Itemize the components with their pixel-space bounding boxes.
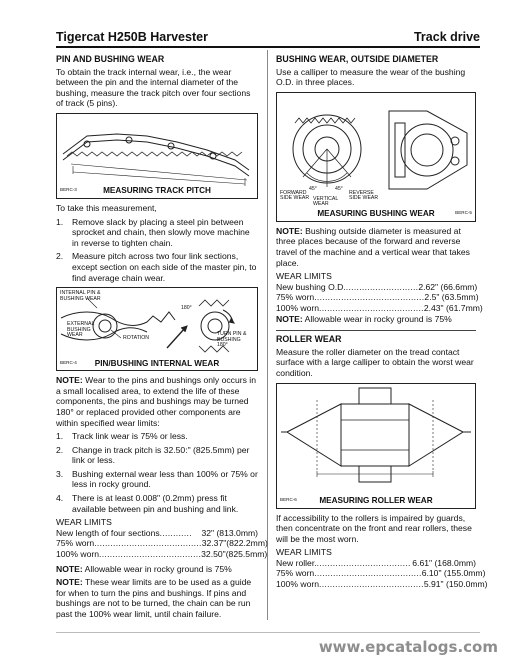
note-pin-wear: NOTE: Wear to the pins and bushings only occurs in a small localised area, to extend the life of these components, the pins and bushings may be turned 180° or replaced provided other components are within specified wear limits: xyxy=(56,375,256,428)
wear-limit-row: 100% worn ....................................... 2.43" (61.7mm) xyxy=(276,302,483,313)
roller-wear-drawing xyxy=(277,384,475,508)
footer-rule xyxy=(56,632,480,633)
measure-steps xyxy=(56,217,258,284)
figure-caption: MEASURING BUSHING WEAR xyxy=(317,209,435,219)
roller-limits-title: WEAR LIMITS xyxy=(276,547,332,558)
wear-limit-row: New length of four sections ............ 32" (813.0mm) xyxy=(56,527,258,538)
figure-code: BERC-3 xyxy=(60,187,77,193)
wear-limit-row: New roller. ................................... 6.61" (168.0mm) xyxy=(276,557,476,568)
figure-bushing-wear xyxy=(276,92,476,222)
list-item: 2. Measure pitch across two four link sections, except section on each side of the master pin, to find average chain wear. xyxy=(56,251,257,283)
wear-criteria xyxy=(56,431,258,514)
figure-code: BERC-5 xyxy=(455,210,472,216)
pin-bushing-intro: To obtain the track internal wear, i.e., the wear between the pin and the internal diameter of the bushing, measure the track pitch over four sections of track (5 pins). xyxy=(56,66,251,109)
figure-caption: PIN/BUSHING INTERNAL WEAR xyxy=(94,358,220,368)
list-item: 1. Remove slack by placing a steel pin between sprocket and chain, then slowly move machine in reverse to tighten chain. xyxy=(56,216,250,248)
label-45-left: 45° xyxy=(309,185,317,192)
figure-caption: MEASURING ROLLER WEAR xyxy=(319,495,433,505)
note-bushing-od: NOTE: Bushing outside diameter is measured at three places because of the forward and reverse travel of the machine and a vertical wear that takes place. xyxy=(276,225,470,268)
label-internal-wear: INTERNAL PIN & BUSHING WEAR xyxy=(60,290,101,302)
roller-wear-heading: ROLLER WEAR xyxy=(276,330,476,345)
label-turn-pin: TURN PIN & BUSHING 180° xyxy=(217,331,247,349)
wear-limit-row: 100% worn ...................................... 32.50"(825.5mm) xyxy=(56,549,268,560)
pin-bushing-heading: PIN AND BUSHING WEAR xyxy=(56,54,165,64)
column-divider xyxy=(267,50,268,620)
label-45-right: 45° xyxy=(335,185,343,192)
bushing-wear-intro: Use a calliper to measure the wear of the bushing O.D. in three places. xyxy=(276,66,466,88)
roller-wear-intro: Measure the roller diameter on the tread contact surface with a large calliper to obtain the worst wear condition. xyxy=(276,346,474,378)
watermark: www.epcatalogs.com xyxy=(318,638,498,656)
figure-internal-wear xyxy=(56,287,258,371)
measure-intro: To take this measurement, xyxy=(56,202,157,213)
wear-limits-title: WEAR LIMITS xyxy=(276,271,332,282)
header-rule xyxy=(56,46,480,48)
section-title: Track drive xyxy=(413,30,480,44)
document-title: Tigercat H250B Harvester xyxy=(56,30,208,44)
note-rocky-ground: NOTE: Allowable wear in rocky ground is 75% xyxy=(56,563,232,574)
wear-limit-row: New bushing O.D. ........................... 2.62" (66.6mm) xyxy=(276,281,478,292)
note-wear-guide: NOTE: These wear limits are to be used as a guide for when to turn the pins and bushings. If pins and bushings are not to be turned, the chain can be run past the 100% wear limit, until chain failure. xyxy=(56,577,252,619)
track-pitch-drawing xyxy=(57,114,257,198)
wear-limit-row: 100% worn ....................................... 5.91" (150.0mm) xyxy=(276,579,488,590)
figure-code: BERC-6 xyxy=(280,496,297,502)
wear-limit-row: 75% worn ........................................ 6.10" (155.0mm) xyxy=(276,568,486,579)
roller-access-text: If accessibility to the rollers is impaired by guards, then concentrate on the front and rear rollers, these will be the most worn. xyxy=(276,512,472,544)
wear-limit-row: 75% worn ......................................... 2.5" (63.5mm) xyxy=(276,292,479,303)
label-forward-wear: FORWARD SIDE WEAR xyxy=(280,189,310,202)
figure-track-pitch xyxy=(56,113,258,199)
note-rocky-ground: NOTE: Allowable wear in rocky ground is 75% xyxy=(276,313,452,324)
figure-roller-wear xyxy=(276,383,476,509)
list-item: 2. Change in track pitch is 32.50:" (825.5mm) per link or less. xyxy=(56,444,250,466)
wear-limit-row: 75% worn ........................................ 32.37"(822.2mm) xyxy=(56,538,268,549)
list-item: 3. Bushing external wear less than 100% or 75% or less in rocky ground. xyxy=(56,468,258,490)
label-180: 180° xyxy=(181,305,192,312)
figure-code: BERC-4 xyxy=(60,359,77,365)
figure-caption: MEASURING TRACK PITCH xyxy=(103,186,211,196)
right-column xyxy=(276,52,488,590)
label-rotation: ROTATION xyxy=(123,335,150,342)
label-reverse-wear: REVERSE SIDE WEAR xyxy=(349,189,379,202)
list-item: 4. There is at least 0.008" (0.2mm) press fit available between pin and bushing and link. xyxy=(56,493,239,514)
wear-limits-title: WEAR LIMITS xyxy=(56,517,112,528)
label-vertical-wear: VERTICAL WEAR xyxy=(313,195,339,208)
left-column xyxy=(56,52,268,623)
label-external-wear: EXTERNAL BUSHING WEAR xyxy=(67,321,95,339)
bushing-wear-heading: BUSHING WEAR, OUTSIDE DIAMETER xyxy=(276,54,439,64)
list-item: 1. Track link wear is 75% or less. xyxy=(56,431,188,442)
